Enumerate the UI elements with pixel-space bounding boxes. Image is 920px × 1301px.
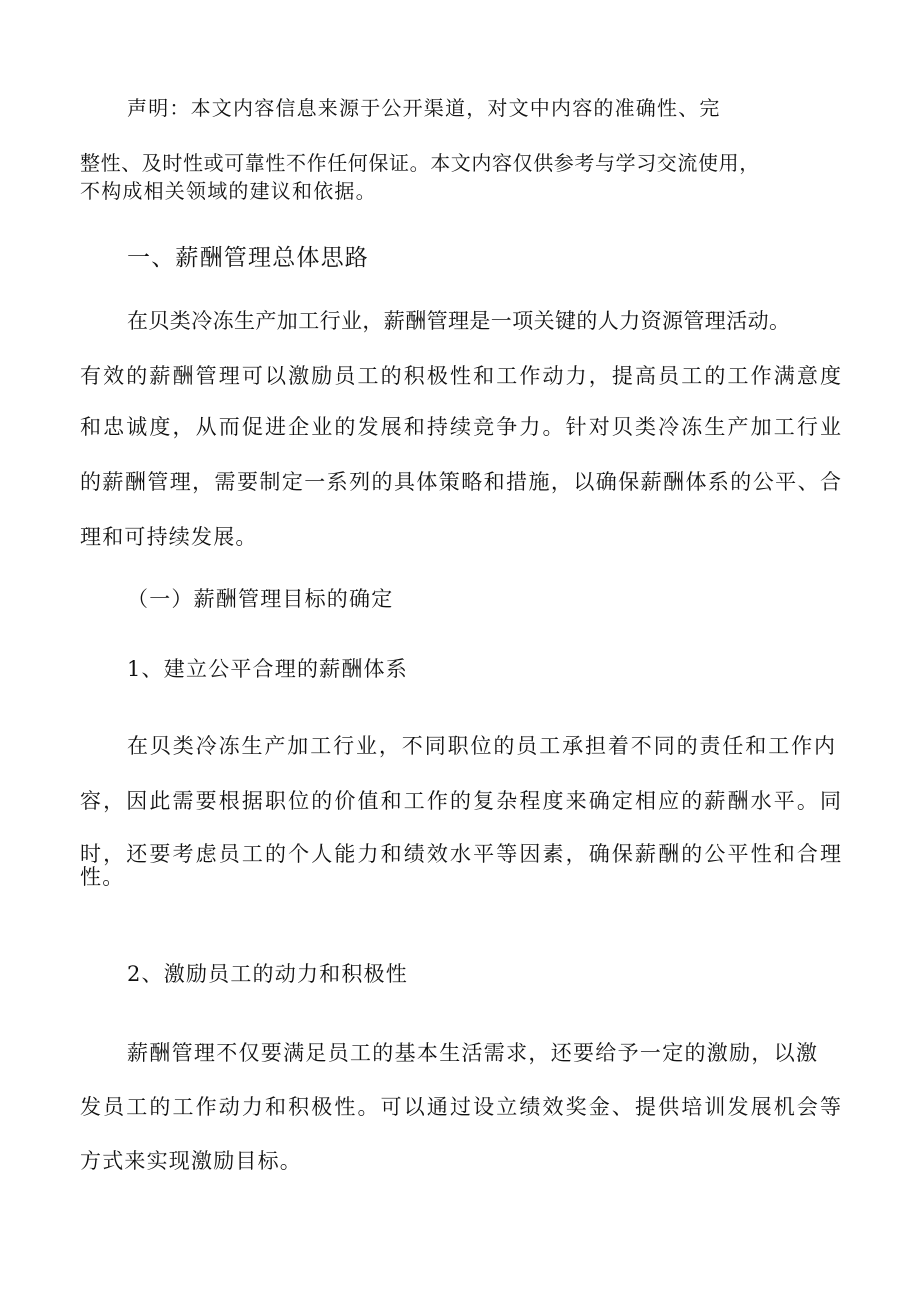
paragraph-line: 时，还要考虑员工的个人能力和绩效水平等因素，确保薪酬的公平性和合理	[80, 842, 841, 866]
paragraph-line: 在贝类冷冻生产加工行业，薪酬管理是一项关键的人力资源管理活动。	[127, 309, 791, 333]
paragraph-line: 和忠诚度，从而促进企业的发展和持续竞争力。针对贝类冷冻生产加工行业	[80, 415, 841, 439]
disclaimer-line: 声明：本文内容信息来源于公开渠道，对文中内容的准确性、完	[127, 96, 721, 120]
paragraph-line: 有效的薪酬管理可以激励员工的积极性和工作动力，提高员工的工作满意度	[80, 364, 841, 388]
paragraph-line: 容，因此需要根据职位的价值和工作的复杂程度来确定相应的薪酬水平。同	[80, 789, 841, 813]
paragraph-line: 性。	[80, 865, 125, 889]
paragraph-line: 在贝类冷冻生产加工行业，不同职位的员工承担着不同的责任和工作内	[127, 734, 837, 758]
heading-overall-approach: 一、薪酬管理总体思路	[127, 245, 369, 271]
paragraph-line: 薪酬管理不仅要满足员工的基本生活需求，还要给予一定的激励，以激	[127, 1041, 819, 1065]
heading-goal-setting: （一）薪酬管理目标的确定	[127, 587, 394, 611]
section2-title: 2、激励员工的动力和积极性	[127, 962, 408, 986]
paragraph-line: 理和可持续发展。	[80, 525, 258, 549]
disclaimer-line: 整性、及时性或可靠性不作任何保证。本文内容仅供参考与学习交流使用，	[80, 151, 760, 175]
disclaimer-line: 不构成相关领域的建议和依据。	[80, 179, 377, 203]
section1-title: 1、建立公平合理的薪酬体系	[127, 657, 408, 681]
paragraph-line: 发员工的工作动力和积极性。可以通过设立绩效奖金、提供培训发展机会等	[80, 1095, 841, 1119]
paragraph-line: 的薪酬管理，需要制定一系列的具体策略和措施，以确保薪酬体系的公平、合	[80, 470, 841, 494]
paragraph-line: 方式来实现激励目标。	[80, 1149, 302, 1173]
